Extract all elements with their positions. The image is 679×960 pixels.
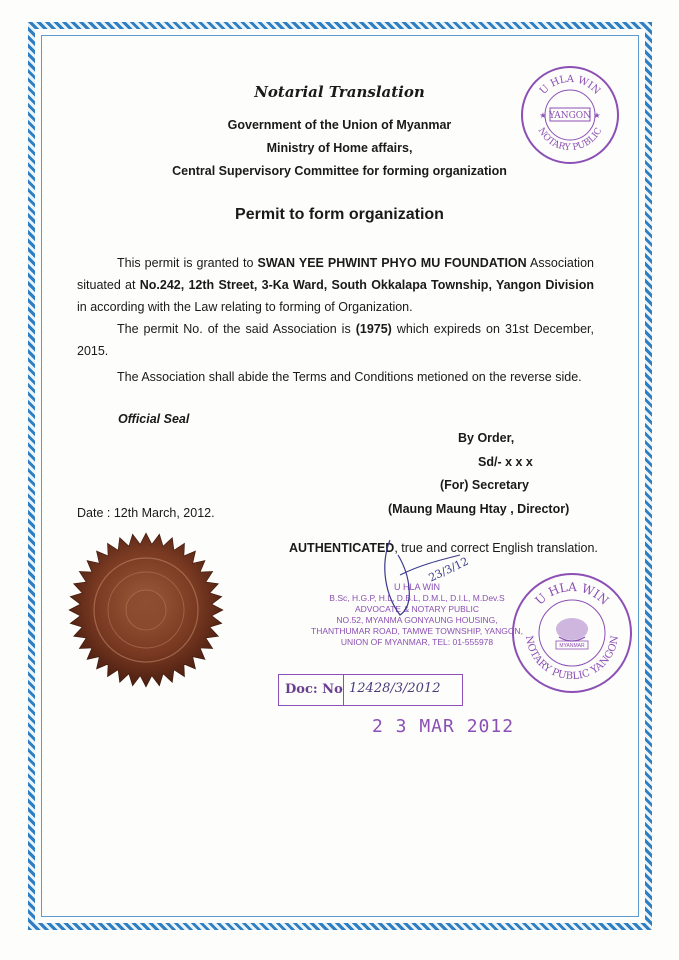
stamp-bottom-name: U HLA WIN [532, 579, 612, 608]
stamp-bottom-label: MYANMAR [559, 643, 585, 649]
date-stamp: 2 3 MAR 2012 [372, 716, 515, 737]
government-heading: Government of the Union of Myanmar [227, 118, 452, 132]
committee-heading: Central Supervisory Committee for forming organization [172, 164, 507, 178]
svg-text:★: ★ [593, 111, 601, 120]
stamp-top-name: U HLA WIN [537, 73, 603, 97]
stamp-top-bottom: NOTARY PUBLIC [535, 126, 605, 154]
notary-phone: UNION OF MYANMAR, TEL: 01-555978 [340, 637, 494, 647]
permit-paragraph: This permit is granted to SWAN YEE PHWINT PHYO MU FOUNDATION Association situated at No.242, 12th Street, 3-Ka Ward, South Okkalapa Township, Yangon Division in according with the Law relating to forming of Organization. [77, 256, 594, 314]
official-seal-label: Official Seal [118, 412, 190, 426]
organization-name: SWAN YEE PHWINT PHYO MU FOUNDATION [257, 256, 527, 270]
by-order: By Order, [458, 431, 515, 445]
handwritten-date: 23/3/12 [426, 554, 471, 585]
permit-title: Permit to form organization [235, 206, 444, 223]
signature-sd: Sd/- x x x [478, 455, 533, 469]
doc-number-value: 12428/3/2012 [349, 681, 441, 696]
permit-number: (1975) [355, 322, 392, 336]
document-number-box [278, 674, 463, 706]
authentication-line: AUTHENTICATED, true and correct English translation. [289, 541, 598, 555]
for-secretary: (For) Secretary [440, 478, 529, 492]
notary-qualifications: B.Sc, H.G.P, H.L, D.B.L, D.M.L, D.I.L, M.Dev.S [329, 593, 505, 603]
notary-role: ADVOCATE & NOTARY PUBLIC [354, 604, 480, 614]
document-title: Notarial Translation [254, 83, 425, 101]
terms-paragraph: The Association shall abide the Terms and Conditions metioned on the reverse side. [117, 370, 582, 384]
organization-address: No.242, 12th Street, 3-Ka Ward, South Okkalapa Township, Yangon Division [139, 278, 594, 292]
notary-stamp-top [521, 66, 619, 164]
notary-address-2: THANTHUMAR ROAD, TAMWE TOWNSHIP, YANGON, [311, 626, 523, 636]
stamp-top-center: YANGON [548, 111, 592, 121]
notary-signature [360, 535, 490, 625]
doc-number-label: Doc: No [285, 682, 343, 697]
official-wax-seal [68, 532, 224, 688]
ministry-heading: Ministry of Home affairs, [266, 141, 413, 155]
svg-text:★: ★ [539, 111, 547, 120]
notary-name: U HLA WIN [393, 582, 440, 592]
signatory-name: (Maung Maung Htay , Director) [388, 502, 570, 516]
notary-address-1: NO.52, MYANMA GONYAUNG HOUSING, [336, 615, 498, 625]
stamp-bottom-text: NOTARY PUBLIC YANGON [522, 634, 622, 683]
document-date: Date : 12th March, 2012. [77, 506, 215, 520]
permit-number-paragraph: The permit No. of the said Association is (1975) which expireds on 31st December, 2015. [77, 322, 595, 358]
